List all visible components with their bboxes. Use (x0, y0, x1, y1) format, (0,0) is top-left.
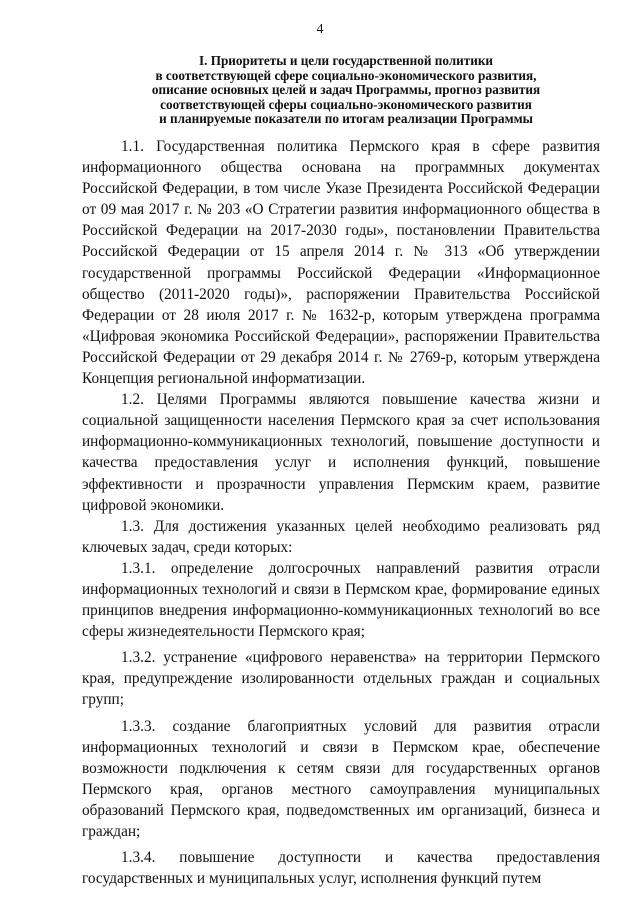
heading-line: и планируемые показатели по итогам реализации Программы (159, 111, 533, 127)
paragraph-1-3: 1.3. Для достижения указанных целей необходимо реализовать ряд ключевых задач, среди которых: (82, 517, 600, 556)
heading-line: в соответствующей сфере социально-экономического развития, (155, 67, 537, 83)
document-body (82, 136, 600, 889)
paragraph-1-2: 1.2. Целями Программы являются повышение качества жизни и социальной защищенности населения Пермского края за счет использования информационно-коммуникационных технологий, повышение доступности и качества предоставления услуг и исполнения функций, повышение эффективности и прозрачности управления Пермским краем, развитие цифровой экономики. (82, 391, 600, 514)
heading-line: соответствующей сферы социально-экономического развития (160, 96, 532, 112)
heading-line: описание основных целей и задач Программы, прогноз развития (151, 82, 541, 98)
section-heading (96, 54, 596, 127)
paragraph-1-3-3: 1.3.3. создание благоприятных условий для развития отрасли информационных технологий и связи в Пермском крае, обеспечение возможности подключения к сетям связи для государственных органов Пермского края, органов местного самоуправления муниципальных образований Пермского края, подведомственных им организаций, бизнеса и граждан; (82, 717, 600, 840)
paragraph-1-3-2: 1.3.2. устранение «цифрового неравенства» на территории Пермского края, предупреждение изолированности отдельных граждан и социальных групп; (82, 649, 600, 709)
paragraph-1-3-4: 1.3.4. повышение доступности и качества предоставления государственных и муниципальных услуг, исполнения функций путем (82, 849, 600, 888)
paragraph-1-3-1: 1.3.1. определение долгосрочных направлений развития отрасли информационных технологий и связи в Пермском крае, формирование единых принципов внедрения информационно-коммуникационных технологий во все сферы жизнедеятельности Пермского края; (82, 559, 600, 641)
paragraph-1-1: 1.1. Государственная политика Пермского края в сфере развития информационного общества основана на программных документах Российской Федерации, в том числе Указе Президента Российской Федерации от 09 мая 2017 г. № 203 «О Стратегии развития информационного общества в Российской Федерации на 2017-2030 годы», постановлении Правительства Российской Федерации от 15 апреля 2014 г. № 313 «Об утверждении государственной программы Российской Федерации «Информационное общество (2011-2020 годы)», распоряжении Правительства Российской Федерации от 28 июля 2017 г. № 1632-р, которым утверждена программа «Цифровая экономика Российской Федерации», распоряжении Правительства Российской Федерации от 29 декабря 2014 г. № 2769-р, которым утверждена Концепция региональной информатизации. (82, 138, 600, 388)
page-number: 4 (316, 22, 324, 37)
heading-line: I. Приоритеты и цели государственной политики (198, 53, 494, 68)
